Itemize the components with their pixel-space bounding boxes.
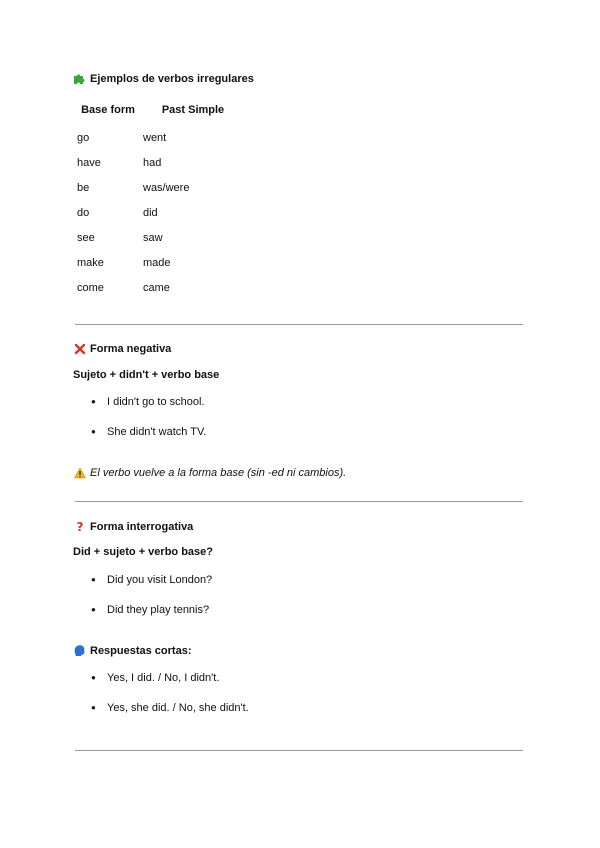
table-header-row	[73, 103, 243, 118]
irregular-verbs-title: Ejemplos de verbos irregulares	[90, 72, 254, 85]
short-answers-title: Respuestas cortas:	[90, 644, 192, 657]
past-simple-cell: went	[143, 132, 167, 144]
past-simple-cell: came	[143, 282, 170, 294]
base-form-cell: come	[77, 282, 104, 294]
table-row	[73, 176, 243, 201]
past-simple-cell: made	[143, 257, 171, 269]
table-row	[73, 251, 243, 276]
column-header-past-simple: Past Simple	[161, 104, 225, 116]
list-item: ● Yes, she did. / No, she didn't.	[91, 701, 249, 731]
table-row	[73, 126, 243, 151]
cross-mark-icon	[73, 342, 86, 355]
table-row	[73, 276, 243, 301]
table-row	[73, 151, 243, 176]
past-simple-cell: saw	[143, 232, 163, 244]
negative-note	[73, 466, 346, 479]
base-form-cell: do	[77, 207, 90, 219]
base-form-cell: have	[77, 157, 101, 169]
horizontal-divider	[75, 501, 523, 502]
base-form-cell: be	[77, 182, 90, 194]
table-row	[73, 201, 243, 226]
warning-icon	[73, 466, 86, 479]
svg-text:?: ?	[76, 520, 83, 533]
base-form-cell: make	[77, 257, 104, 269]
column-header-base-form: Base form	[81, 104, 135, 116]
negative-form-heading	[73, 342, 171, 355]
list-item: ● She didn't watch TV.	[91, 425, 206, 455]
list-item: ● Yes, I did. / No, I didn't.	[91, 671, 249, 701]
list-item: ● I didn't go to school.	[91, 395, 206, 425]
short-answers-heading	[73, 644, 192, 657]
speaking-head-icon	[73, 644, 86, 657]
question-form-heading	[73, 520, 193, 533]
short-answers-list	[91, 671, 249, 731]
irregular-verbs-table	[73, 103, 243, 301]
past-simple-cell: did	[143, 207, 158, 219]
list-item: ● Did they play tennis?	[91, 603, 212, 633]
base-form-cell: go	[77, 132, 90, 144]
negative-formula: Sujeto + didn't + verbo base	[73, 369, 220, 381]
negative-examples-list	[91, 395, 206, 455]
question-form-title: Forma interrogativa	[90, 520, 194, 533]
list-item: ● Did you visit London?	[91, 573, 212, 603]
past-simple-cell: had	[143, 157, 162, 169]
base-form-cell: see	[77, 232, 95, 244]
past-simple-cell: was/were	[143, 182, 190, 194]
question-mark-icon	[73, 520, 86, 533]
table-row	[73, 226, 243, 251]
question-examples-list	[91, 573, 212, 633]
irregular-verbs-table-container	[73, 103, 263, 301]
horizontal-divider	[75, 750, 523, 751]
puzzle-piece-icon	[73, 72, 86, 85]
irregular-verbs-heading	[73, 72, 254, 85]
horizontal-divider	[75, 324, 523, 325]
negative-note-text: El verbo vuelve a la forma base (sin -ed ni cambios).	[90, 466, 347, 479]
negative-form-title: Forma negativa	[90, 342, 172, 355]
question-formula: Did + sujeto + verbo base?	[73, 546, 213, 558]
